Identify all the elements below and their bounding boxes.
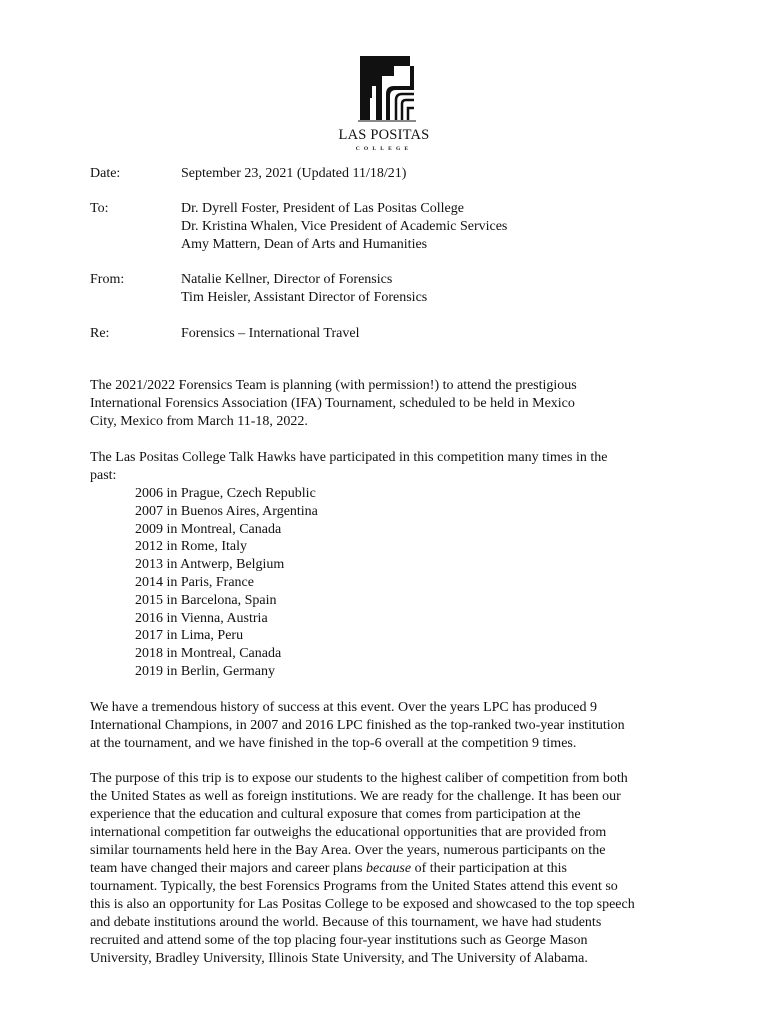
text-line: University, Bradley University, Illinois State University, and The University of Alabama. — [90, 951, 588, 966]
date-text: September 23, 2021 (Updated 11/18/21) — [181, 166, 407, 181]
text-line: City, Mexico from March 11-18, 2022. — [90, 414, 308, 429]
history-list — [135, 485, 318, 681]
history-item: 2018 in Montreal, Canada — [135, 646, 282, 662]
re-label: Re: — [90, 326, 110, 341]
text-line: the United States as well as foreign institutions. We are ready for the challenge. It has been our — [90, 789, 621, 804]
college-logo-icon — [332, 54, 436, 126]
college-logo — [332, 54, 436, 154]
paragraph-history-intro — [90, 449, 690, 485]
from-sender: Natalie Kellner, Director of Forensics — [181, 272, 393, 287]
text-line: The 2021/2022 Forensics Team is planning (with permission!) to attend the prestigious — [90, 378, 577, 393]
text-line: tournament. Typically, the best Forensics Programs from the United States attend this event so — [90, 879, 618, 894]
date-label: Date: — [90, 166, 121, 181]
to-recipient: Amy Mattern, Dean of Arts and Humanities — [181, 237, 428, 252]
history-item: 2017 in Lima, Peru — [135, 628, 244, 644]
text-line: We have a tremendous history of success at this event. Over the years LPC has produced 9 — [90, 700, 598, 715]
text-line: experience that the education and cultural exposure that comes from participation at the — [90, 807, 581, 822]
text-line: international competition far outweighs the educational opportunities that are provided from — [90, 825, 607, 840]
re-text: Forensics – International Travel — [181, 326, 360, 341]
to-recipients — [181, 200, 681, 254]
text-span: team have changed their majors and career plans — [90, 861, 366, 876]
history-item: 2013 in Antwerp, Belgium — [135, 557, 285, 573]
text-line: this is also an opportunity for Las Positas College to be exposed and showcased to the top speech — [90, 897, 635, 912]
text-line: similar tournaments held here in the Bay Area. Over the years, numerous participants on the — [90, 843, 606, 858]
text-line: past: — [90, 468, 117, 483]
logo-subtitle: COLLEGE — [355, 146, 413, 152]
paragraph-purpose — [90, 770, 690, 968]
from-sender: Tim Heisler, Assistant Director of Forensics — [181, 290, 428, 305]
logo-wordmark: LAS POSITAS — [338, 127, 430, 143]
to-recipient: Dr. Dyrell Foster, President of Las Positas College — [181, 201, 464, 216]
text-line: International Champions, in 2007 and 2016 LPC finished as the top-ranked two-year institution — [90, 718, 625, 733]
history-item: 2019 in Berlin, Germany — [135, 663, 275, 679]
history-item: 2006 in Prague, Czech Republic — [135, 486, 316, 501]
to-recipient: Dr. Kristina Whalen, Vice President of Academic Services — [181, 219, 508, 234]
text-line — [90, 860, 690, 878]
to-label: To: — [90, 201, 109, 216]
text-line: The Las Positas College Talk Hawks have participated in this competition many times in the — [90, 450, 608, 465]
history-item: 2007 in Buenos Aires, Argentina — [135, 503, 318, 519]
text-line: recruited and attend some of the top placing four-year institutions such as George Mason — [90, 933, 588, 948]
text-line: International Forensics Association (IFA) Tournament, scheduled to be held in Mexico — [90, 396, 575, 411]
history-item: 2016 in Vienna, Austria — [135, 610, 268, 626]
history-item: 2014 in Paris, France — [135, 574, 254, 590]
date-value — [181, 165, 681, 183]
emphasis-because: because — [365, 861, 412, 876]
from-senders — [181, 271, 681, 307]
from-label: From: — [90, 272, 125, 287]
paragraph-success — [90, 699, 690, 753]
text-line: and debate institutions around the world. Because of this tournament, we have had students — [90, 915, 602, 930]
re-value — [181, 325, 681, 343]
text-line: at the tournament, and we have finished in the top-6 overall at the competition 9 times. — [90, 736, 577, 751]
text-line: The purpose of this trip is to expose our students to the highest caliber of competition from both — [90, 771, 628, 786]
history-item: 2015 in Barcelona, Spain — [135, 592, 277, 608]
history-item: 2012 in Rome, Italy — [135, 539, 247, 555]
text-span: of their participation at this — [411, 861, 567, 876]
history-item: 2009 in Montreal, Canada — [135, 521, 282, 537]
paragraph-intro — [90, 377, 690, 431]
